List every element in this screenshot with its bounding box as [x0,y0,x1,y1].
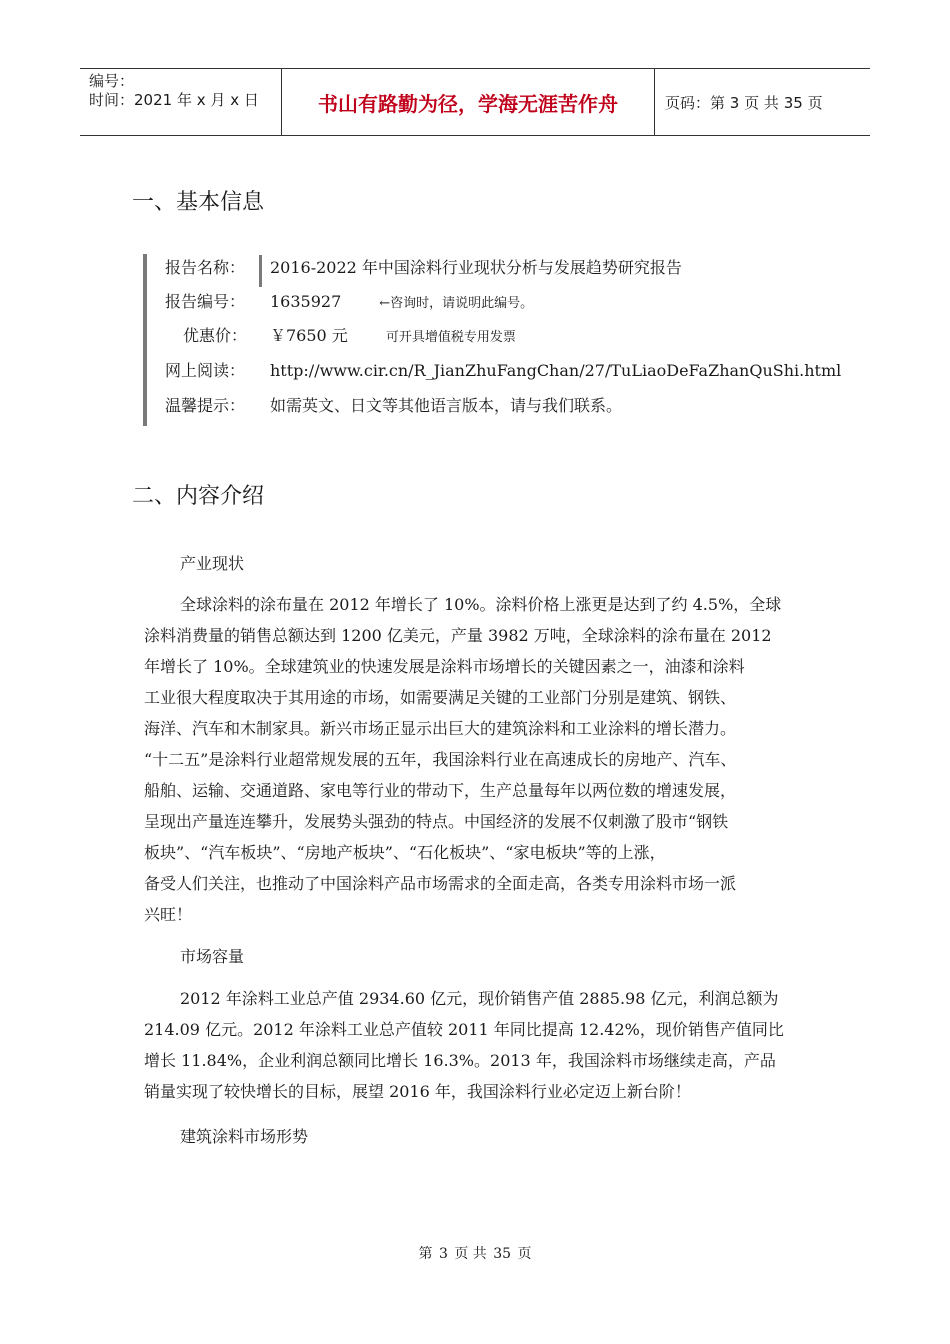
date-day: x [230,91,240,109]
text-line: 工业很大程度取决于其用途的市场，如需要满足关键的工业部门分别是建筑、钢铁、 [144,688,737,707]
text-line: 214.09 亿元。2012 年涂料工业总产值较 2011 年同比提高 12.42%，现价销售产值同比 [144,1020,784,1039]
paragraph-market-capacity [144,983,824,1107]
info-left-bar [143,254,147,426]
header-pager-cell [655,69,870,135]
text-line: “十二五”是涂料行业超常规发展的五年，我国涂料行业在高速成长的房地产、汽车、 [144,750,737,769]
info-url-link[interactable]: http://www.cir.cn/R_JianZhuFangChan/27/TuLiaoDeFaZhanQuShi.html [270,361,842,380]
info-name-value: 2016-2022 年中国涂料行业现状分析与发展趋势研究报告 [270,258,682,277]
info-code-label: 报告编号： [165,292,246,311]
header-motto-cell [282,69,655,135]
info-name-label: 报告名称： [165,258,246,277]
text-line: 2012 年涂料工业总产值 2934.60 亿元，现价销售产值 2885.98 亿元，利润总额为 [180,989,779,1008]
subheading-architectural-coatings: 建筑涂料市场形势 [180,1127,309,1146]
date-month: x [196,91,206,109]
text-line: 销量实现了较快增长的目标，展望 2016 年，我国涂料行业必定迈上新台阶！ [144,1082,691,1101]
pager-current: 3 [729,94,740,112]
section-title-content: 二、内容介绍 [132,484,265,509]
info-row-code [165,291,533,315]
date-year-unit: 年 [176,91,192,109]
info-code-value: 1635927 [270,292,342,311]
pager-suffix: 页 [807,94,823,112]
page-header [80,68,870,136]
info-price-label: 优惠价： [183,326,248,345]
text-line: 年增长了 10%。全球建筑业的快速发展是涂料市场增长的关键因素之一，油漆和涂料 [144,657,745,676]
text-line: 海洋、汽车和木制家具。新兴市场正显示出巨大的建筑涂料和工业涂料的增长潜力。 [144,719,737,738]
info-price-value: ￥7650 元 [270,326,348,345]
text-line: 板块”、“汽车板块”、“房地产板块”、“石化板块”、“家电板块”等的上涨， [144,843,666,862]
text-line: 兴旺！ [144,905,193,924]
footer-mid: 页 共 [454,1246,487,1262]
date-day-unit: 日 [243,91,259,109]
text-line: 涂料消费量的销售总额达到 1200 亿美元，产量 3982 万吨，全球涂料的涂布量在 2012 [144,626,772,645]
footer-suffix: 页 [517,1246,532,1262]
pager-mid: 页 共 [744,94,779,112]
text-line: 备受人们关注，也推动了中国涂料产品市场需求的全面走高，各类专用涂料市场一派 [144,874,737,893]
info-price-note: 可开具增值税专用发票 [385,330,516,345]
motto: 书山有路勤为径，学海无涯苦作舟 [318,92,618,116]
pager-prefix: 页码：第 [665,94,726,112]
pager-total: 35 [783,94,803,112]
footer-prefix: 第 [418,1246,433,1262]
subheading-market-capacity: 市场容量 [180,947,245,966]
text-line: 全球涂料的涂布量在 2012 年增长了 10%。涂料价格上涨更是达到了约 4.5%，全球 [180,595,782,614]
footer-page: 3 [438,1246,448,1262]
text-line: 船舶、运输、交通道路、家电等行业的带动下，生产总量每年以两位数的增速发展， [144,781,737,800]
header-meta-cell [80,69,282,135]
text-line: 呈现出产量连连攀升，发展势头强劲的特点。中国经济的发展不仅刺激了股市“钢铁 [144,812,729,831]
info-row-url [165,360,841,382]
paragraph-industry-status [144,589,824,930]
footer-total: 35 [493,1246,512,1262]
date-year: 2021 [134,91,173,109]
info-row-price [183,325,516,349]
info-row-name [165,257,682,279]
info-tip-label: 温馨提示： [165,396,246,415]
info-tip-value: 如需英文、日文等其他语言版本，请与我们联系。 [270,396,623,415]
date-label: 时间： [89,91,135,109]
doc-date [89,90,259,110]
doc-number-label: 编号： [89,72,135,90]
date-month-unit: 月 [210,91,226,109]
page-footer [0,1244,950,1264]
header-pager [665,93,823,113]
text-line: 增长 11.84%，企业利润总额同比增长 16.3%。2013 年，我国涂料市场继续走高，产品 [144,1051,776,1070]
info-row-tip [165,395,622,417]
section-title-basic-info: 一、基本信息 [132,190,265,215]
info-url-label: 网上阅读： [165,361,246,380]
subheading-industry-status: 产业现状 [180,554,245,573]
info-code-note: ←咨询时，请说明此编号。 [379,296,534,311]
